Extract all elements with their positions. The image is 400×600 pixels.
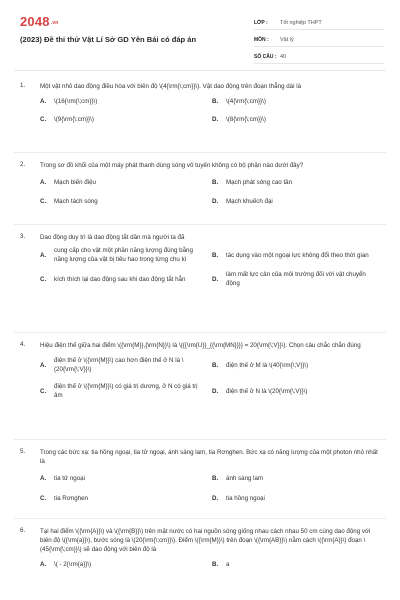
option-c[interactable] — [40, 382, 212, 400]
question-5 — [0, 440, 400, 514]
option-text: điện thế ở M là \(40{\rm{\;V}}\) — [226, 361, 309, 369]
option-letter: B. — [212, 98, 219, 105]
meta-value: Vật lý — [280, 36, 294, 43]
meta-row-question-count — [254, 50, 384, 64]
option-text: ánh sáng lam — [226, 475, 264, 482]
option-b[interactable] — [212, 97, 384, 106]
option-text: \(9{\rm{\;cm}}\) — [54, 116, 94, 123]
question-text: Trong các bức xạ: tia hồng ngoại, tia tử ngoại, ánh sáng lam, tia Rơnghen. Bức xạ có năng lượng của một photon nhỏ nhất là — [40, 449, 378, 465]
option-text: điện thế ở \({\rm{M}}\) có giá trị dương, ở N có giá trị âm — [54, 383, 198, 399]
answer-options — [40, 560, 385, 569]
option-a[interactable] — [40, 97, 212, 106]
option-letter: B. — [212, 475, 219, 482]
option-letter: A. — [40, 98, 47, 105]
meta-row-subject — [254, 33, 384, 47]
option-letter: C. — [40, 116, 47, 123]
option-letter: C. — [40, 387, 47, 395]
option-b[interactable] — [212, 178, 384, 187]
meta-label: MÔN : — [254, 36, 269, 43]
option-letter: B. — [212, 251, 219, 259]
question-list — [0, 76, 400, 569]
option-a[interactable] — [40, 178, 212, 187]
question-number: 5. — [20, 448, 26, 455]
header-divider — [14, 70, 386, 71]
answer-options — [40, 356, 385, 400]
question-4 — [0, 333, 400, 437]
question-1 — [0, 76, 400, 144]
option-text: làm mất lực cản của môi trường đối với vật chuyển động — [226, 271, 366, 287]
question-text: Dao động duy trì là dao động tắt dần mà người ta đã — [40, 234, 185, 241]
option-letter: D. — [212, 275, 219, 283]
option-letter: B. — [212, 361, 219, 369]
option-letter: D. — [212, 495, 219, 502]
option-letter: B. — [212, 179, 219, 186]
option-a[interactable] — [40, 246, 212, 264]
option-b[interactable] — [212, 560, 384, 569]
option-text: tia tử ngoại — [54, 475, 85, 482]
question-number: 3. — [20, 233, 26, 240]
option-letter: D. — [212, 387, 219, 395]
option-c[interactable] — [40, 270, 212, 288]
meta-value: Tốt nghiệp THPT — [280, 19, 322, 26]
answer-options — [40, 474, 385, 503]
option-letter: C. — [40, 275, 47, 283]
document-meta — [254, 16, 384, 67]
option-text: cung cấp cho vật một phần năng lượng đúng bằng năng lượng của vật bị tiêu hao trong từng chu kì — [54, 247, 193, 263]
option-text: \(4{\rm{\;cm}}\) — [226, 98, 266, 105]
question-number: 6. — [20, 527, 26, 534]
brand-name: 2048 — [20, 14, 50, 29]
option-letter: A. — [40, 179, 47, 186]
option-letter: A. — [40, 561, 47, 568]
option-text: tia Rơnghen — [54, 495, 88, 502]
option-letter: D. — [212, 198, 219, 205]
option-text: Mạch biến điệu — [54, 179, 96, 186]
option-text: tác dụng vào một ngoại lực không đổi theo thời gian — [226, 251, 369, 259]
option-letter: B. — [212, 561, 219, 568]
option-text: \(16{\rm{\;cm}}\) — [54, 98, 98, 105]
option-letter: C. — [40, 198, 47, 205]
question-text: Trong sơ đồ khối của một máy phát thanh dùng sóng vô tuyến không có bộ phận nào dưới đây? — [40, 162, 304, 169]
option-text: tia hồng ngoại — [226, 495, 265, 502]
meta-value: 40 — [280, 53, 287, 60]
meta-label: SỐ CÂU : — [254, 53, 277, 60]
brand-suffix: .vn — [50, 19, 59, 26]
option-letter: A. — [40, 361, 47, 369]
option-d[interactable] — [212, 115, 384, 124]
option-text: \(8{\rm{\;cm}}\) — [226, 116, 266, 123]
option-d[interactable] — [212, 197, 384, 206]
option-b[interactable] — [212, 246, 384, 264]
option-text: điện thế ở N là \(20{\rm{\;V}}\) — [226, 387, 308, 395]
option-text: điện thế ở \({\rm{M}}\) cao hơn điện thế ở N là \(20{\rm{\;V}}\) — [54, 357, 184, 373]
header — [0, 0, 400, 72]
option-letter: A. — [40, 251, 47, 259]
option-text: \( - 2{\rm{a}}\) — [54, 561, 92, 568]
question-number: 4. — [20, 341, 26, 348]
answer-options — [40, 97, 385, 124]
question-number: 1. — [20, 82, 26, 89]
answer-options — [40, 246, 385, 288]
option-a[interactable] — [40, 560, 212, 569]
option-d[interactable] — [212, 494, 384, 503]
option-text: Mạch phát sóng cao tần — [226, 179, 293, 186]
document-title: (2023) Đề thi thử Vật Lí Sở GD Yên Bái có đáp án — [20, 35, 197, 44]
question-text: Một vật nhỏ dao động điều hòa với biên độ \(4{\rm{\;cm}}\). Vật dao động trên đoạn thẳng dài là — [40, 83, 302, 90]
option-text: Mạch khuếch đại — [226, 198, 273, 205]
meta-row-class — [254, 16, 384, 30]
option-text: a — [226, 561, 230, 568]
option-letter: D. — [212, 116, 219, 123]
option-b[interactable] — [212, 356, 384, 374]
question-2 — [0, 153, 400, 218]
question-3 — [0, 225, 400, 328]
question-6 — [0, 519, 400, 569]
brand-logo[interactable] — [20, 14, 59, 29]
question-number: 2. — [20, 161, 26, 168]
option-text: Mạch tách sóng — [54, 198, 98, 205]
option-b[interactable] — [212, 474, 384, 483]
option-c[interactable] — [40, 494, 212, 503]
option-a[interactable] — [40, 356, 212, 374]
question-text: Tại hai điểm \({\rm{A}}\) và \({\rm{B}}\) trên mặt nước có hai nguồn sóng giống nhau cách nhau 50 cm cùng dao động với biên độ \({\rm{a}}\), bước sóng là \(20{\rm{\;cm}}\). Điểm \({\rm{M}}\) trên đoạn \({\rm{AB}}\) nằm cách \({\rm{A}}\) đoạn \(45{\rm{\;cm}}\) sẽ dao động với biên độ là — [40, 528, 371, 553]
option-c[interactable] — [40, 115, 212, 124]
meta-label: LỚP : — [254, 19, 268, 26]
option-text: kích thích lại dao động sau khi dao động tắt hẳn — [54, 275, 186, 283]
option-d[interactable] — [212, 270, 384, 288]
option-a[interactable] — [40, 474, 212, 483]
option-letter: A. — [40, 475, 47, 482]
option-c[interactable] — [40, 197, 212, 206]
option-letter: C. — [40, 495, 47, 502]
question-text: Hiệu điện thế giữa hai điểm \({\rm{M}},{\rm{N}}\) là \({{\rm{U}}_{{\rm{MN}}}} = 20{\rm{\;V}}\). Chọn câu chắc chắn đúng — [40, 342, 361, 349]
option-d[interactable] — [212, 382, 384, 400]
answer-options — [40, 178, 385, 206]
